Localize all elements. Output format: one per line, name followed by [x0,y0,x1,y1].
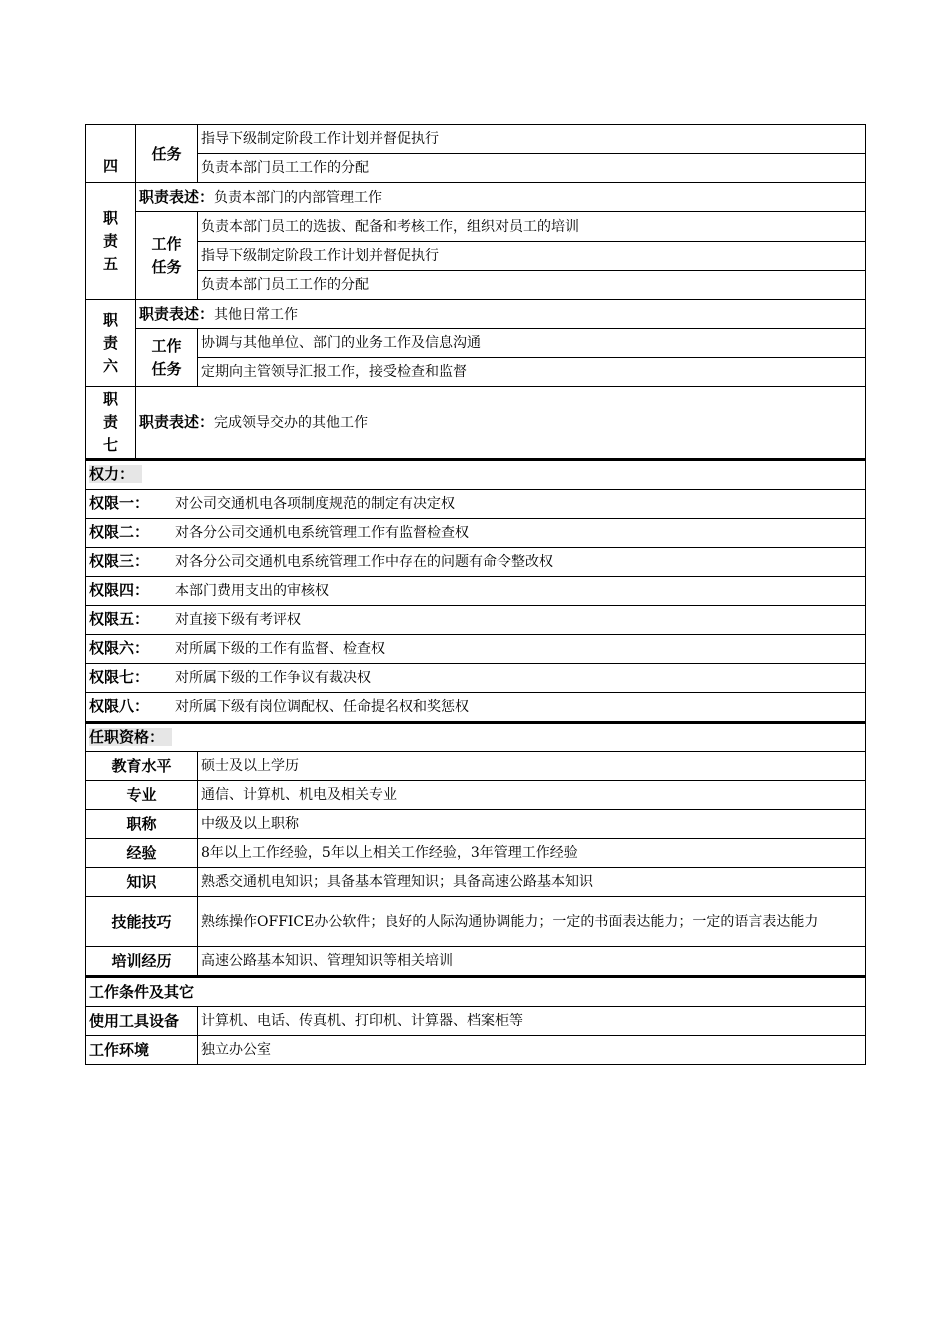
conditions-row [86,1006,866,1035]
power-table [85,459,866,722]
qualification-label: 知识 [86,868,198,897]
conditions-text: 独立办公室 [198,1035,866,1064]
power-label: 权限五： [89,610,150,628]
qualification-label: 培训经历 [86,947,198,976]
qualification-text: 硕士及以上学历 [198,752,866,781]
job-description-document [85,124,866,1065]
duty5-task-label: 工作 任务 [136,212,198,300]
duty6-task-1: 协调与其他单位、部门的业务工作及信息沟通 [198,329,866,358]
power-label: 权限六： [89,639,150,657]
conditions-text: 计算机、电话、传真机、打印机、计算器、档案柜等 [198,1006,866,1035]
power-text: 对所属下级有岗位调配权、任命提名权和奖惩权 [175,699,469,715]
duty5-desc-row [86,183,866,212]
power-text: 对所属下级的工作有监督、检查权 [175,641,385,657]
qualification-text: 8年以上工作经验，5年以上相关工作经验，3年管理工作经验 [198,839,866,868]
power-title: 权力： [89,465,142,483]
duty6-number: 职 责 六 [86,300,136,387]
conditions-table [85,976,866,1065]
qualification-label: 职称 [86,810,198,839]
power-label: 权限四： [89,581,150,599]
qualification-row [86,947,866,976]
qualification-label: 教育水平 [86,752,198,781]
duty6-desc: 其他日常工作 [214,306,299,323]
qualification-row [86,810,866,839]
power-row [86,547,866,576]
qualification-text: 熟悉交通机电知识；具备基本管理知识；具备高速公路基本知识 [198,868,866,897]
conditions-title: 工作条件及其它 [86,977,866,1006]
qualification-row [86,781,866,810]
qualification-title: 任职资格： [89,728,172,746]
qualification-label: 技能技巧 [86,897,198,947]
duty5-desc: 负责本部门的内部管理工作 [214,189,383,206]
duty4-task-row [86,125,866,154]
duty4-task-1: 指导下级制定阶段工作计划并督促执行 [198,125,866,154]
qualification-row [86,839,866,868]
duty6-task-label: 工作 任务 [136,329,198,387]
power-text: 对各分公司交通机电系统管理工作中存在的问题有命令整改权 [175,554,553,570]
power-row [86,663,866,692]
duties-table [85,124,866,459]
power-row [86,489,866,518]
power-text: 对所属下级的工作争议有裁决权 [175,670,371,686]
duty6-desc-row [86,300,866,329]
power-label: 权限三： [89,552,150,570]
duty5-task-3: 负责本部门员工工作的分配 [198,271,866,300]
power-row [86,576,866,605]
qualification-text: 熟练操作OFFICE办公软件；良好的人际沟通协调能力；一定的书面表达能力；一定的语言表达能力 [198,897,866,947]
power-label: 权限七： [89,668,150,686]
qualification-row [86,868,866,897]
qualification-row [86,752,866,781]
duty4-number: 四 [86,125,136,183]
power-row [86,634,866,663]
duty6-desc-label: 职责表述： [139,304,215,323]
power-label: 权限一： [89,494,150,512]
duty7-number: 职 责 七 [86,387,136,459]
power-label: 权限二： [89,523,150,541]
qualification-text: 高速公路基本知识、管理知识等相关培训 [198,947,866,976]
duty6-task-2: 定期向主管领导汇报工作，接受检查和监督 [198,358,866,387]
duty7-desc: 完成领导交办的其他工作 [214,415,369,431]
power-text: 本部门费用支出的审核权 [175,583,329,599]
duty5-desc-label: 职责表述： [139,187,215,206]
qualification-table [85,722,866,977]
duty4-task-label: 任务 [136,125,198,183]
duty4-task-2: 负责本部门员工工作的分配 [198,154,866,183]
power-label: 权限八： [89,697,150,715]
duty7-row [86,387,866,459]
power-row [86,518,866,547]
qualification-label: 经验 [86,839,198,868]
power-text: 对公司交通机电各项制度规范的制定有决定权 [175,496,455,512]
duty5-task-2: 指导下级制定阶段工作计划并督促执行 [198,242,866,271]
qualification-text: 通信、计算机、机电及相关专业 [198,781,866,810]
qualification-row [86,897,866,947]
duty5-number: 职 责 五 [86,183,136,300]
power-row [86,692,866,721]
conditions-label: 工作环境 [86,1035,198,1064]
power-text: 对直接下级有考评权 [175,612,301,628]
duty5-task-1: 负责本部门员工的选拔、配备和考核工作，组织对员工的培训 [198,212,866,242]
conditions-label: 使用工具设备 [86,1006,198,1035]
qualification-label: 专业 [86,781,198,810]
power-text: 对各分公司交通机电系统管理工作有监督检查权 [175,525,469,541]
power-row [86,605,866,634]
conditions-row [86,1035,866,1064]
qualification-text: 中级及以上职称 [198,810,866,839]
duty7-desc-label: 职责表述： [139,413,215,431]
